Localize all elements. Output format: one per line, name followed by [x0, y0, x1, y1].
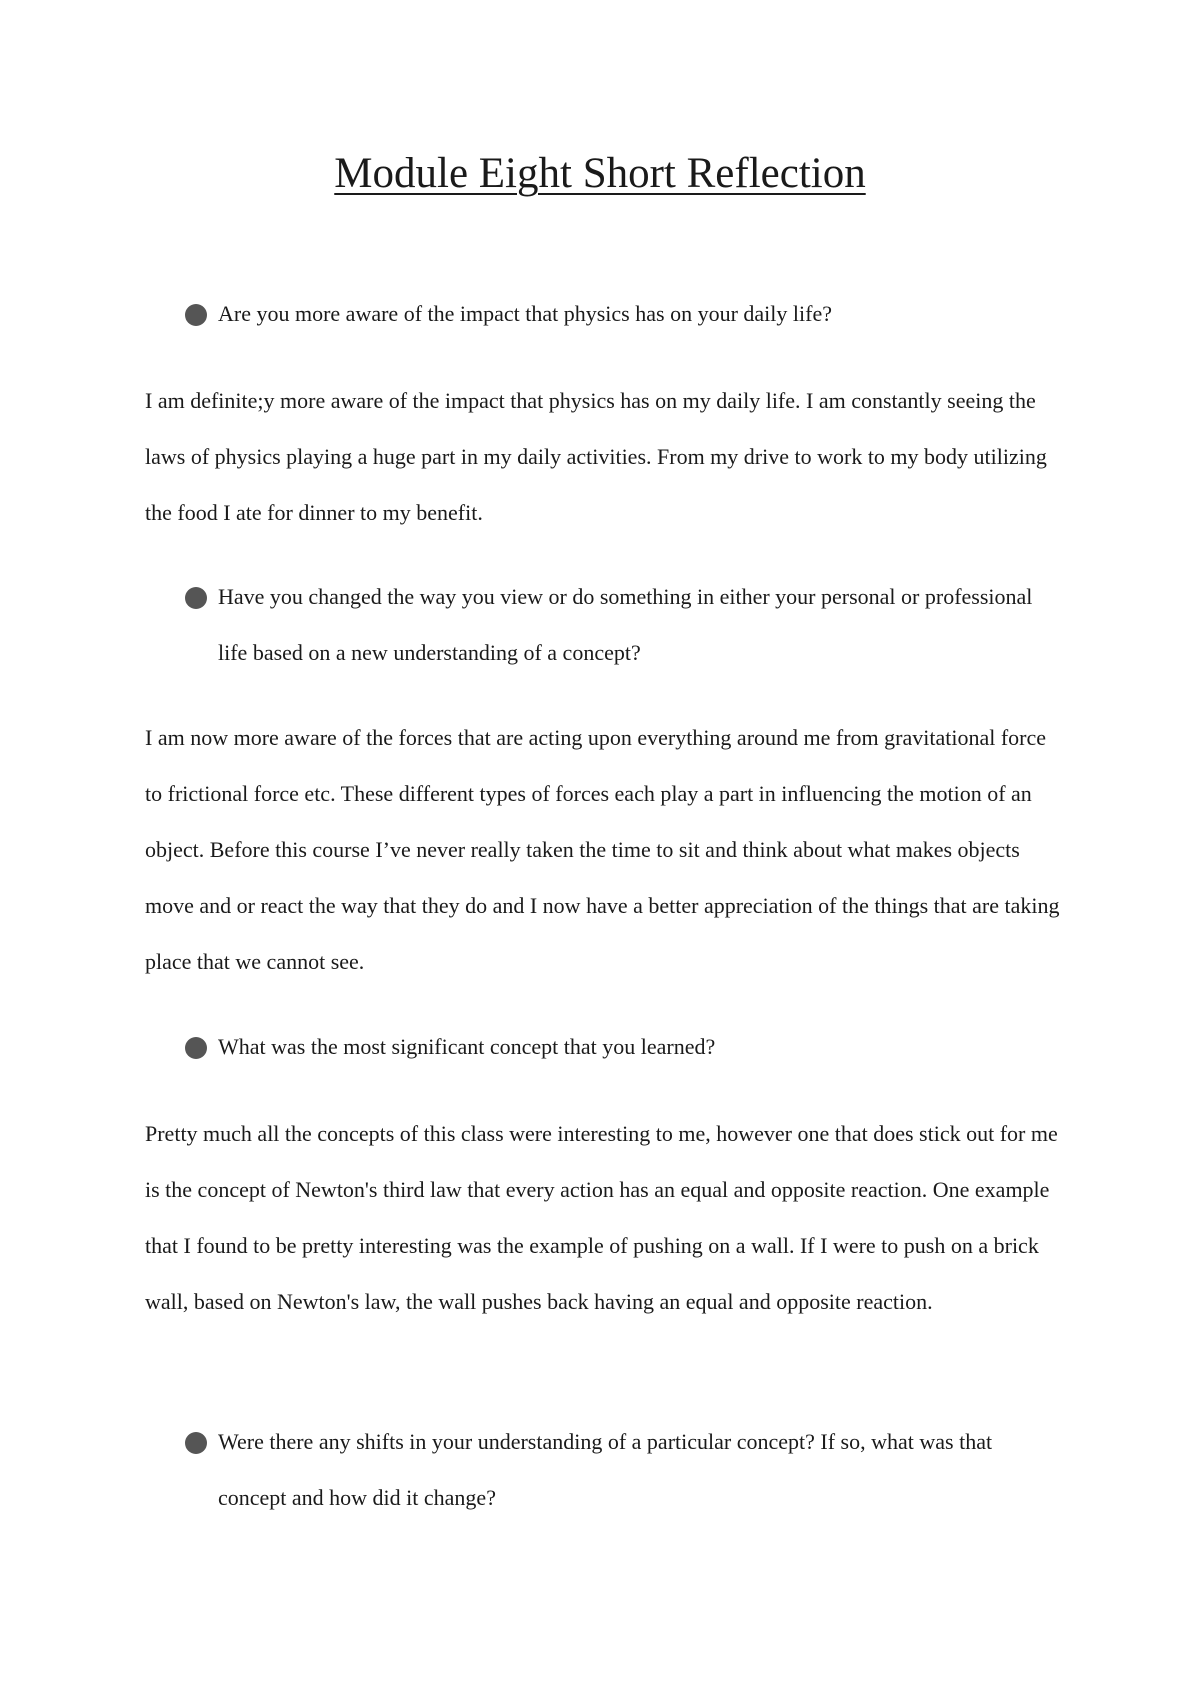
question-2: Have you changed the way you view or do something in either your personal or professional life based on a new understanding of a concept?: [218, 584, 1033, 665]
answer-1: I am definite;y more aware of the impact that physics has on my daily life. I am constantly seeing the laws of physics playing a huge part in my daily activities. From my drive to work to my body utilizing the food I ate for dinner to my benefit.: [145, 388, 1047, 525]
answer-2: I am now more aware of the forces that are acting upon everything around me from gravitational force to frictional force etc. These different types of forces each play a part in influencing the motion of an object. Before this course I’ve never really taken the time to sit and think about what makes objects move and or react the way that they do and I now have a better appreciation of the things that are taking place that we cannot see.: [145, 725, 1060, 974]
answer-3: Pretty much all the concepts of this class were interesting to me, however one that does stick out for me is the concept of Newton's third law that every action has an equal and opposite reaction. One example that I found to be pretty interesting was the example of pushing on a wall. If I were to push on a brick wall, based on Newton's law, the wall pushes back having an equal and opposite reaction.: [145, 1121, 1058, 1314]
bullet-icon: [185, 587, 207, 609]
bullet-icon: [185, 1432, 207, 1454]
question-3: What was the most significant concept that you learned?: [218, 1034, 716, 1059]
question-1: Are you more aware of the impact that physics has on your daily life?: [218, 301, 832, 326]
bullet-icon: [185, 304, 207, 326]
question-4: Were there any shifts in your understanding of a particular concept? If so, what was that concept and how did it change?: [218, 1429, 993, 1510]
bullet-icon: [185, 1037, 207, 1059]
document-title: Module Eight Short Reflection: [334, 150, 866, 197]
